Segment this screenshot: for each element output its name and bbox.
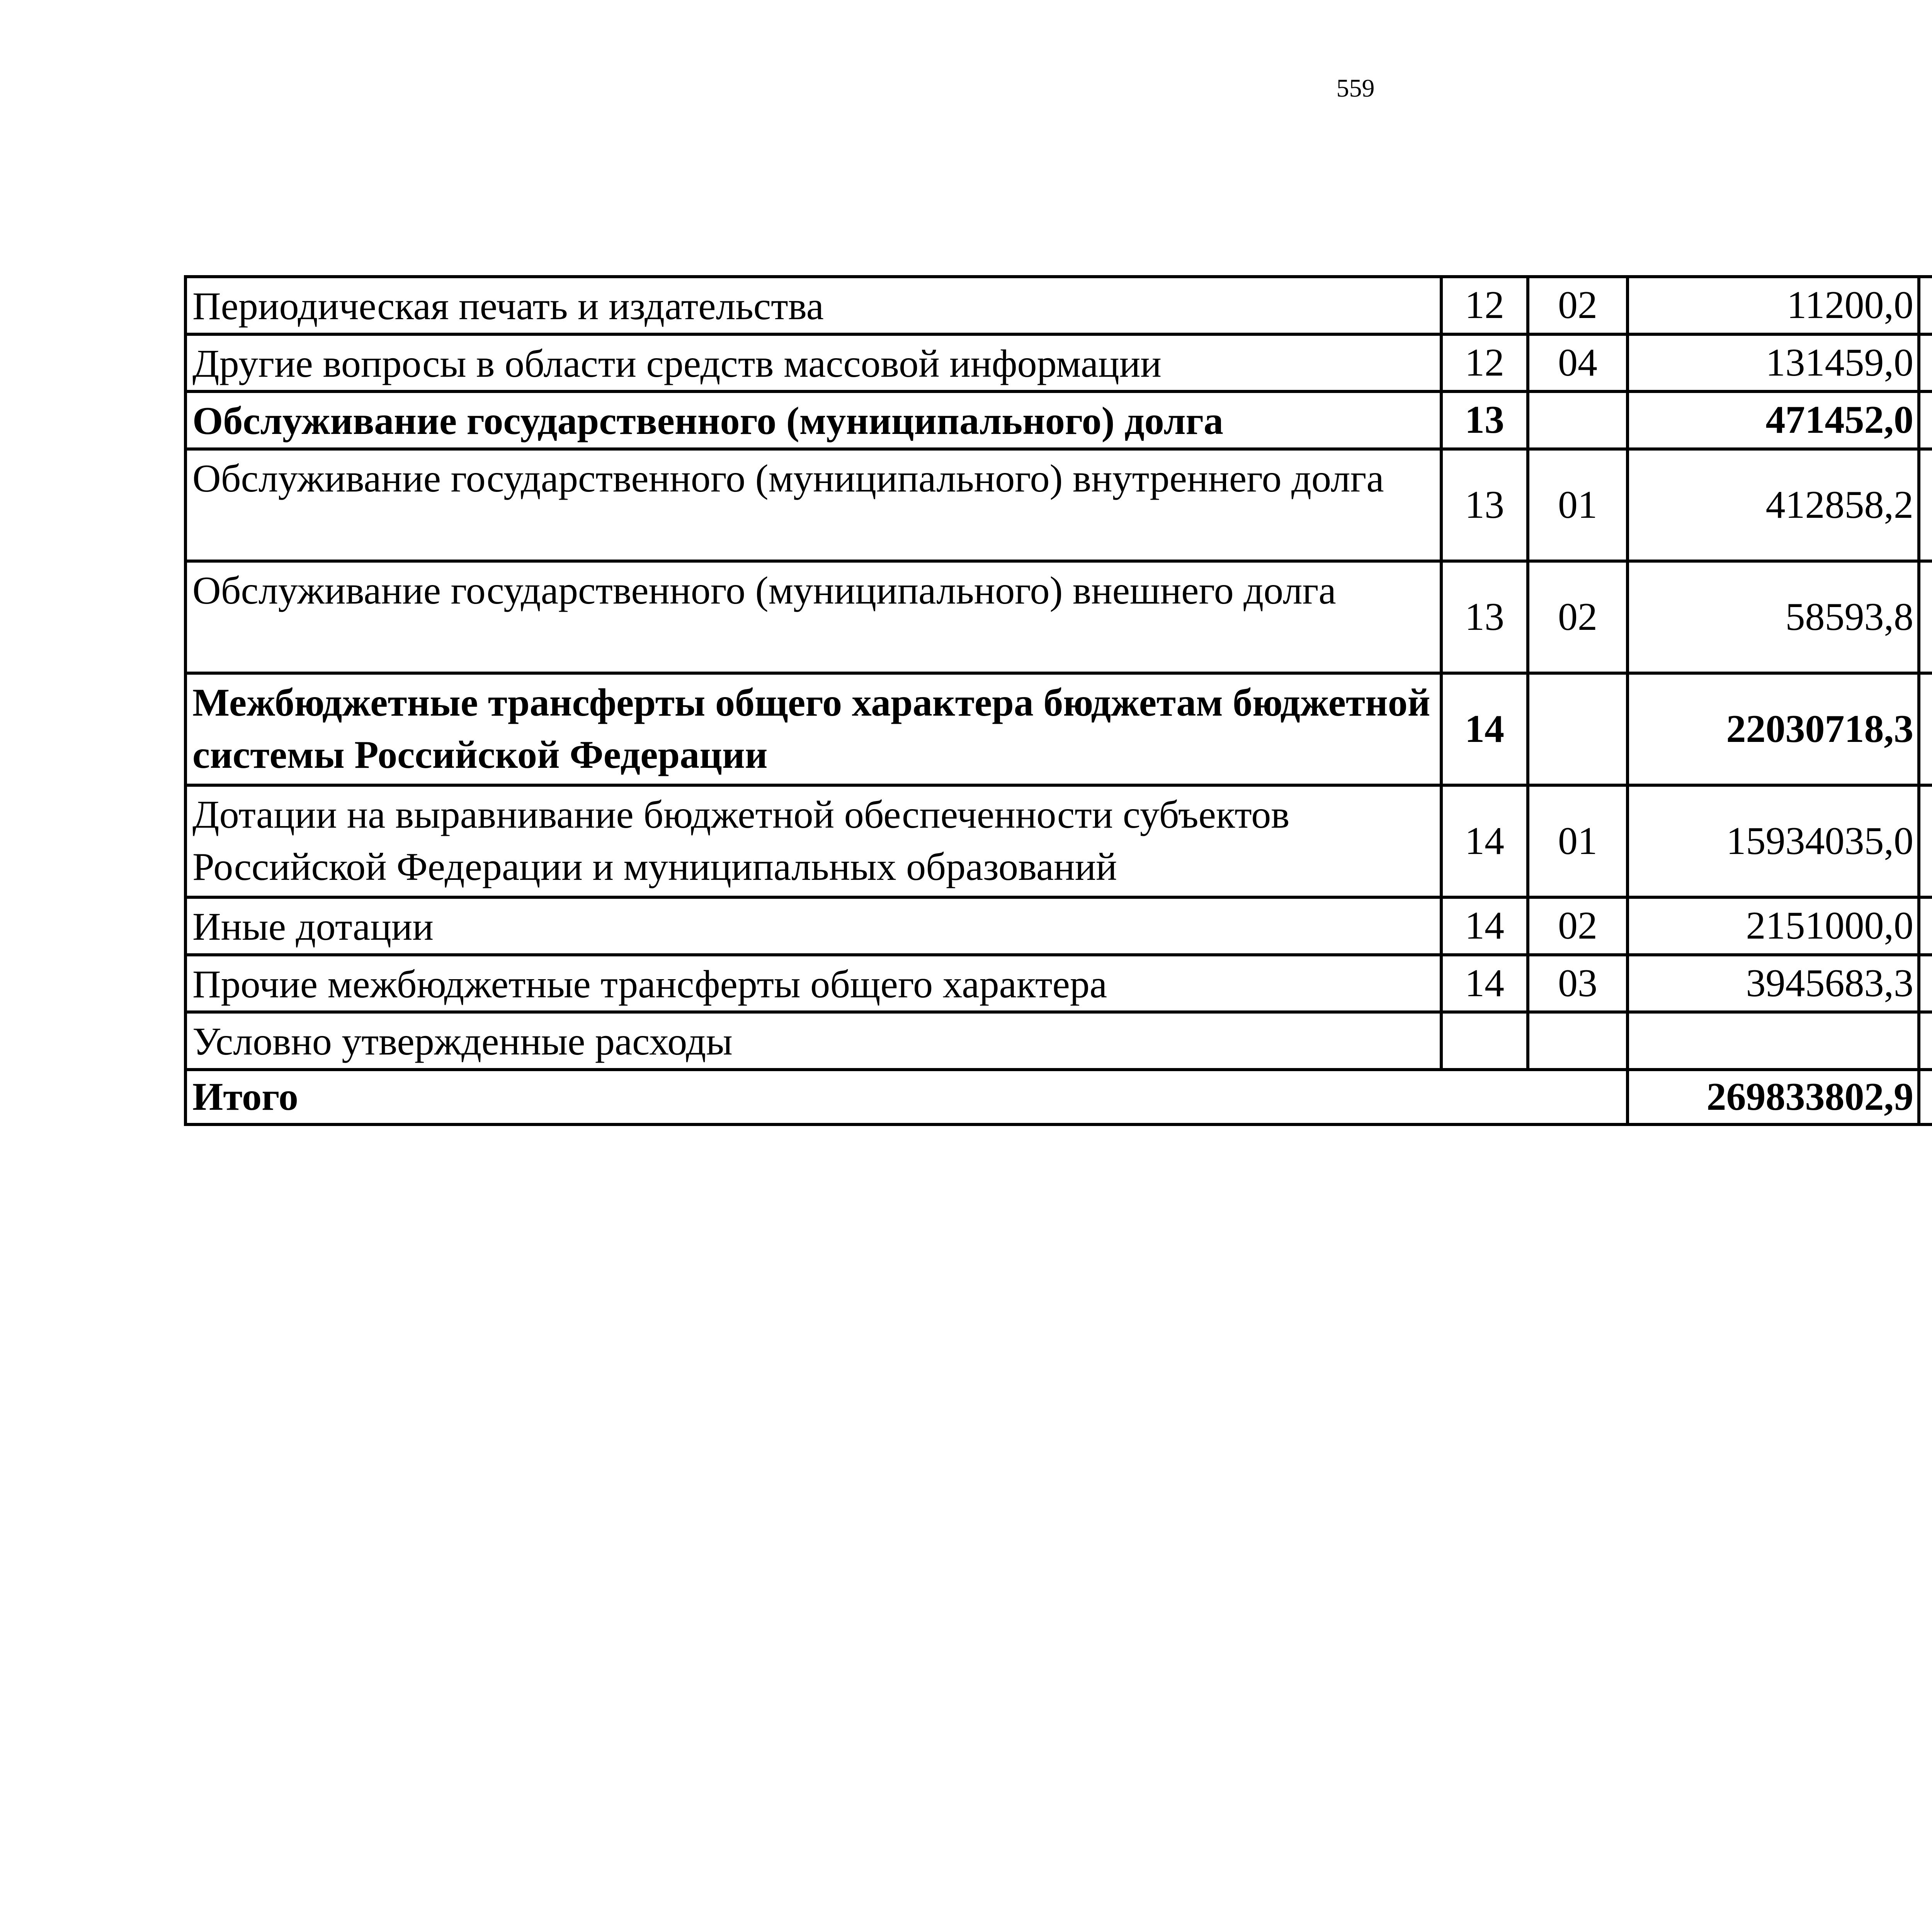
section-code: 12 bbox=[1441, 277, 1528, 334]
amount-year-2 bbox=[1919, 673, 1932, 785]
amount-year-2 bbox=[1919, 561, 1932, 673]
row-name: Прочие межбюджетные трансферты общего характера bbox=[185, 955, 1441, 1012]
subsection-code: 02 bbox=[1528, 561, 1628, 673]
section-code: 13 bbox=[1441, 561, 1528, 673]
table-row-total bbox=[185, 1070, 1932, 1125]
section-code bbox=[1441, 1012, 1528, 1070]
amount-year-2 bbox=[1919, 391, 1932, 449]
amount-year-2 bbox=[1919, 897, 1932, 955]
amount-year-2 bbox=[1919, 955, 1932, 1012]
section-code: 14 bbox=[1441, 673, 1528, 785]
subsection-code bbox=[1528, 391, 1628, 449]
amount-year-2 bbox=[1919, 334, 1932, 392]
table-row-section bbox=[185, 673, 1932, 785]
table-row bbox=[185, 561, 1932, 673]
section-code: 13 bbox=[1441, 449, 1528, 561]
row-name: Периодическая печать и издательства bbox=[185, 277, 1441, 334]
section-code: 14 bbox=[1441, 955, 1528, 1012]
page-number: 559 bbox=[1336, 74, 1375, 102]
table-row bbox=[185, 897, 1932, 955]
amount-year-1: 2151000,0 bbox=[1628, 897, 1919, 955]
subsection-code: 01 bbox=[1528, 449, 1628, 561]
subsection-code bbox=[1528, 673, 1628, 785]
total-label: Итого bbox=[185, 1070, 1628, 1125]
table-row bbox=[185, 334, 1932, 392]
table-row bbox=[185, 1012, 1932, 1070]
amount-year-2 bbox=[1919, 785, 1932, 897]
amount-year-1: 412858,2 bbox=[1628, 449, 1919, 561]
row-name: Другие вопросы в области средств массовой информации bbox=[185, 334, 1441, 392]
section-code: 14 bbox=[1441, 785, 1528, 897]
row-name: Обслуживание государственного (муниципального) внешнего долга bbox=[185, 561, 1441, 673]
budget-table bbox=[184, 275, 1932, 1126]
subsection-code: 04 bbox=[1528, 334, 1628, 392]
total-year-2 bbox=[1919, 1070, 1932, 1125]
amount-year-2 bbox=[1919, 449, 1932, 561]
table-row bbox=[185, 785, 1932, 897]
section-code: 13 bbox=[1441, 391, 1528, 449]
subsection-code: 03 bbox=[1528, 955, 1628, 1012]
total-year-1: 269833802,9 bbox=[1628, 1070, 1919, 1125]
amount-year-1: 471452,0 bbox=[1628, 391, 1919, 449]
table-row bbox=[185, 955, 1932, 1012]
subsection-code: 01 bbox=[1528, 785, 1628, 897]
section-code: 12 bbox=[1441, 334, 1528, 392]
amount-year-1: 22030718,3 bbox=[1628, 673, 1919, 785]
amount-year-1: 11200,0 bbox=[1628, 277, 1919, 334]
row-name: Обслуживание государственного (муниципального) долга bbox=[185, 391, 1441, 449]
row-name: Межбюджетные трансферты общего характера бюджетам бюджетной системы Российской Федерации bbox=[185, 673, 1441, 785]
row-name: Дотации на выравнивание бюджетной обеспеченности субъектов Российской Федерации и муниципальных образований bbox=[185, 785, 1441, 897]
row-name: Иные дотации bbox=[185, 897, 1441, 955]
subsection-code bbox=[1528, 1012, 1628, 1070]
table-row bbox=[185, 449, 1932, 561]
row-name: Условно утвержденные расходы bbox=[185, 1012, 1441, 1070]
amount-year-1 bbox=[1628, 1012, 1919, 1070]
subsection-code: 02 bbox=[1528, 897, 1628, 955]
amount-year-2 bbox=[1919, 277, 1932, 334]
subsection-code: 02 bbox=[1528, 277, 1628, 334]
amount-year-1: 131459,0 bbox=[1628, 334, 1919, 392]
table-row-section bbox=[185, 391, 1932, 449]
amount-year-1: 15934035,0 bbox=[1628, 785, 1919, 897]
amount-year-1: 58593,8 bbox=[1628, 561, 1919, 673]
amount-year-2 bbox=[1919, 1012, 1932, 1070]
row-name: Обслуживание государственного (муниципального) внутреннего долга bbox=[185, 449, 1441, 561]
amount-year-1: 3945683,3 bbox=[1628, 955, 1919, 1012]
table-row bbox=[185, 277, 1932, 334]
section-code: 14 bbox=[1441, 897, 1528, 955]
